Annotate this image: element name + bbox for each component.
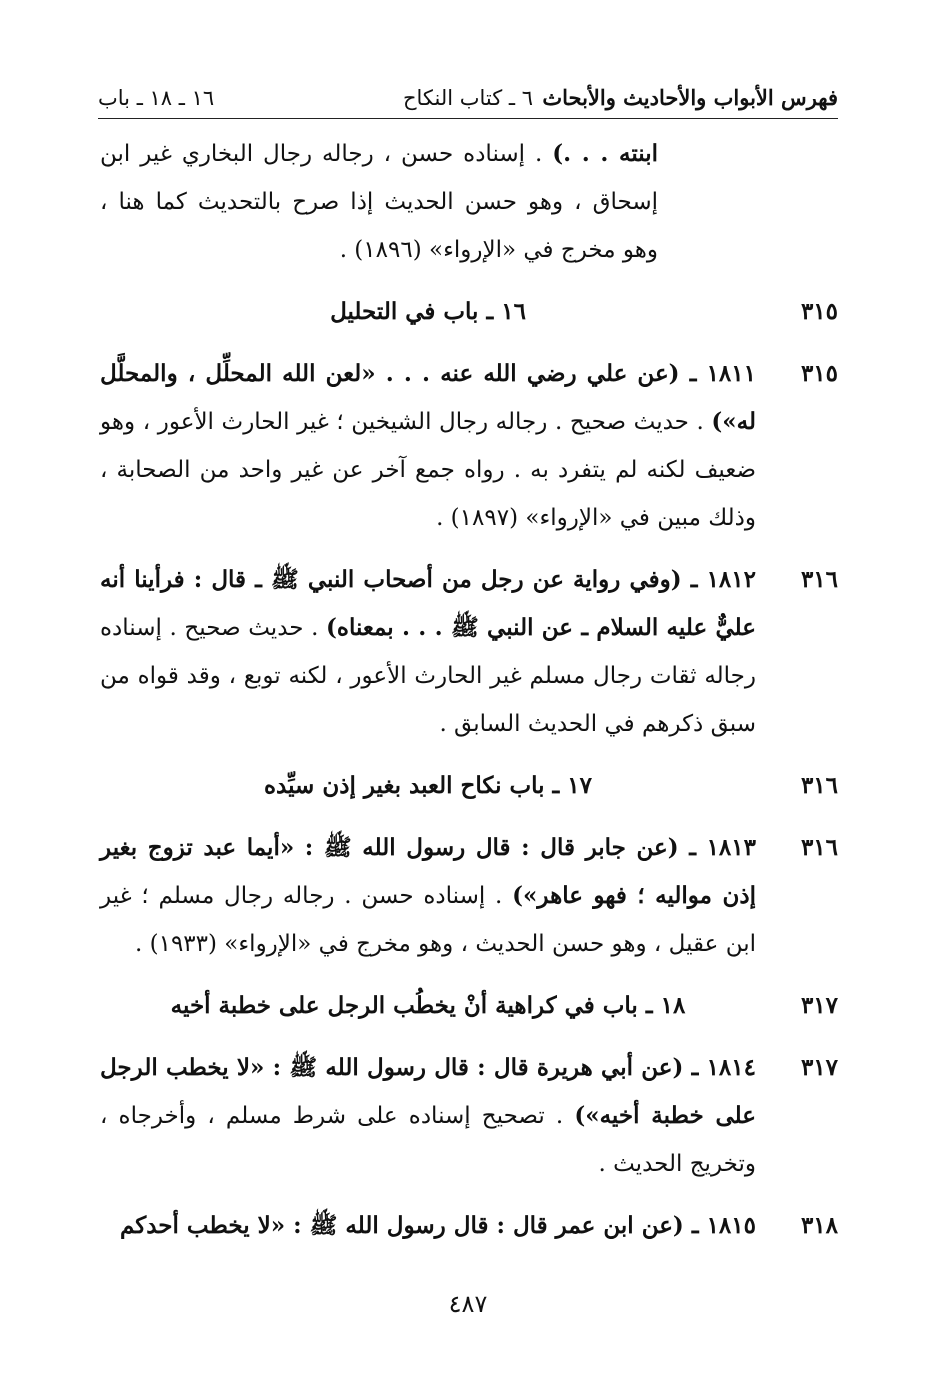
page-reference: ٣١٦: [800, 834, 838, 861]
hadith-matn: ١٨١٥ ـ (عن ابن عمر قال : قال رسول الله ﷺ : «لا يخطب أحدكم: [119, 1212, 756, 1239]
hadith-matn: ١٨١١ ـ (عن علي رضي الله عنه . . . «لعن الله المحلِّل ، والمحلَّل له»): [100, 360, 756, 435]
page-number: ٤٨٧: [448, 1290, 488, 1318]
page-reference: ٣١٧: [800, 992, 838, 1019]
header-index-title: فهرس الأبواب والأحاديث والأبحاث: [542, 85, 838, 110]
header-book-title: ٦ ـ كتاب النكاح: [402, 86, 534, 110]
hadith-grading: . إسناده حسن . رجاله رجال مسلم ؛ غير ابن عقيل ، وهو حسن الحديث ، وهو مخرج في «الإرواء» (١٩٣٣) .: [100, 883, 756, 957]
page-reference: ٣١٥: [800, 298, 838, 325]
continuation-body: . إسناده حسن ، رجاله رجال البخاري غير ابن إسحاق ، وهو حسن الحديث إذا صرح بالتحديث كما هنا ، وهو مخرج في «الإرواء» (١٨٩٦) .: [100, 141, 658, 263]
hadith-text: [100, 1202, 756, 1250]
hadith-grading: . حديث صحيح . رجاله رجال الشيخين ؛ غير الحارث الأعور ، وهو ضعيف لكنه لم يتفرد به . رواه جمع آخر عن غير واحد من الصحابة ، وذلك مبين في «الإرواء» (١٨٩٧) .: [100, 409, 756, 531]
hadith-grading: . حديث صحيح . إسناده رجاله ثقات رجال مسلم غير الحارث الأعور ، لكنه توبع ، وقد قواه من سبق ذكرهم في الحديث السابق .: [100, 615, 756, 737]
hadith-text: [100, 350, 756, 542]
running-header: [98, 80, 838, 116]
hadith-text: [100, 824, 756, 968]
chapter-entry: [100, 762, 838, 810]
hadith-entry: [100, 350, 838, 542]
hadith-entry: [100, 1202, 838, 1250]
header-chapter-range: ١٦ ـ ١٨ ـ باب: [98, 86, 215, 110]
chapter-title: ١٧ ـ باب نكاح العبد بغير إذن سيِّده: [263, 772, 593, 799]
continuation-bold: ابنته . . .): [552, 140, 658, 167]
hadith-matn: ١٨١٣ ـ (عن جابر قال : قال رسول الله ﷺ : «أيما عبد تزوج بغير إذن مواليه ؛ فهو عاهر»): [100, 834, 756, 909]
hadith-entry: [100, 824, 838, 968]
page-reference: ٣١٧: [800, 1054, 838, 1081]
chapter-title: ١٨ ـ باب في كراهية أنْ يخطُب الرجل على خطبة أخيه: [170, 992, 686, 1019]
continuation-text: [100, 130, 658, 274]
page-reference: ٣١٨: [800, 1212, 838, 1239]
hadith-text: [100, 1044, 756, 1188]
hadith-matn: ١٨١٤ ـ (عن أبي هريرة قال : قال رسول الله ﷺ : «لا يخطب الرجل على خطبة أخيه»): [100, 1054, 756, 1129]
chapter-title: ١٦ ـ باب في التحليل: [330, 298, 526, 325]
chapter-entry: [100, 982, 838, 1030]
hadith-entry: [100, 556, 838, 748]
chapter-entry: [100, 288, 838, 336]
hadith-entry: [100, 1044, 838, 1188]
hadith-grading: . تصحيح إسناده على شرط مسلم ، وأخرجاه ، وتخريج الحديث .: [100, 1103, 756, 1177]
page-reference: ٣١٦: [800, 772, 838, 799]
hadith-text: [100, 556, 756, 748]
index-content: [100, 130, 838, 1250]
page-reference: ٣١٦: [800, 566, 838, 593]
hadith-matn: ١٨١٢ ـ (وفي رواية عن رجل من أصحاب النبي ﷺ ـ قال : فرأينا أنه عليٌّ عليه السلام ـ عن النبي ﷺ . . . بمعناه): [100, 566, 756, 641]
page-reference: ٣١٥: [800, 360, 838, 387]
header-divider: [98, 118, 838, 119]
